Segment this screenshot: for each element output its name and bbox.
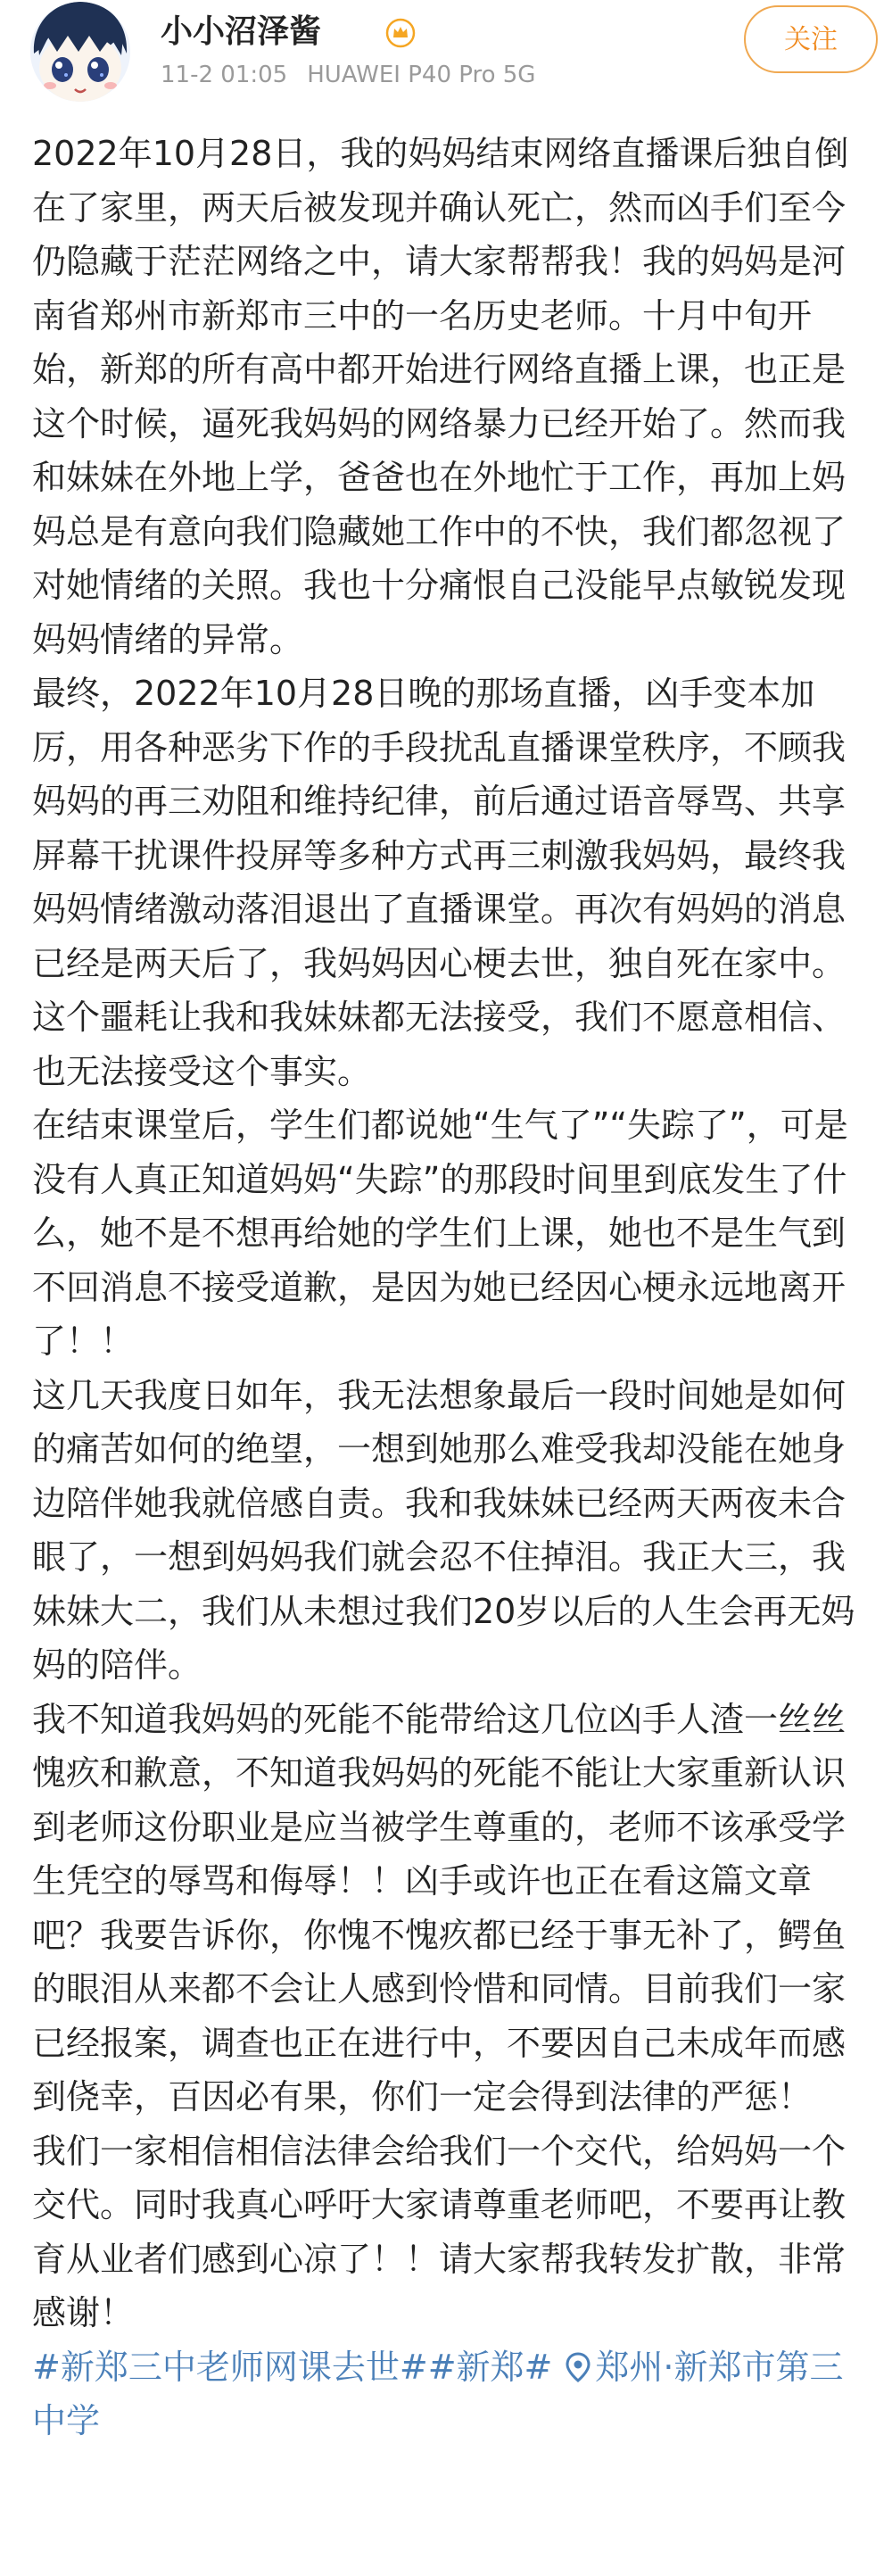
hashtag-link[interactable]: #新郑三中老师网课去世# (32, 2347, 428, 2387)
post-content (32, 127, 865, 2448)
post-paragraph: 最终，2022年10月28日晚的那场直播，凶手变本加厉，用各种恶劣下作的手段扰乱直播课堂秩序，不顾我妈妈的再三劝阻和维持纪律，前后通过语音辱骂、共享屏幕干扰课件投屏等多种方式再三刺激我妈妈，最终我妈妈情绪激动落泪退出了直播课堂。再次有妈妈的消息已经是两天后了，我妈妈因心梗去世，独自死在家中。这个噩耗让我和我妹妹都无法接受，我们不愿意相信、也无法接受这个事实。 (32, 674, 847, 1091)
post-meta (161, 61, 535, 89)
post-device: HUAWEI P40 Pro 5G (307, 62, 536, 88)
location-text: 郑州·新郑市第三中学 (32, 2347, 844, 2440)
avatar[interactable] (30, 2, 130, 102)
author-name[interactable]: 小小沼泽酱 (161, 13, 322, 50)
avatar-cartoon-face-icon (30, 2, 130, 102)
post-paragraph: 我不知道我妈妈的死能不能带给这几位凶手人渣一丝丝愧疚和歉意，不知道我妈妈的死能不能让大家重新认识到老师这份职业是应当被学生尊重的，老师不该承受学生凭空的辱骂和侮辱！！凶手或许也正在看这篇文章吧？我要告诉你，你愧不愧疚都已经于事无补了，鳄鱼的眼泪从来都不会让人感到怜惜和同情。目前我们一家已经报案，调查也正在进行中，不要因自己未成年而感到侥幸，百因必有果，你们一定会得到法律的严惩！ (32, 1699, 847, 2116)
post-tags-line (32, 2340, 865, 2448)
post-paragraph: 我们一家相信相信法律会给我们一个交代，给妈妈一个交代。同时我真心呼吁大家请尊重老师吧，不要再让教育从业者们感到心凉了！！请大家帮我转发扩散，非常感谢！ (32, 2131, 847, 2332)
post-paragraph: 在结束课堂后，学生们都说她“生气了”“失踪了”，可是没有人真正知道妈妈“失踪”的那段时间里到底发生了什么，她不是不想再给她的学生们上课，她也不是生气到不回消息不接受道歉，是因为她已经因心梗永远地离开了！！ (32, 1106, 848, 1361)
post-paragraph: 这几天我度日如年，我无法想象最后一段时间她是如何的痛苦如何的绝望，一想到她那么难受我却没能在她身边陪伴她我就倍感自责。我和我妹妹已经两天两夜未合眼了，一想到妈妈我们就会忍不住掉泪。我正大三，我妹妹大二，我们从未想过我们20岁以后的人生会再无妈妈的陪伴。 (32, 1375, 855, 1685)
post-paragraph: 2022年10月28日，我的妈妈结束网络直播课后独自倒在了家里，两天后被发现并确认死亡，然而凶手们至今仍隐藏于茫茫网络之中，请大家帮帮我！我的妈妈是河南省郑州市新郑市三中的一名历史老师。十月中旬开始，新郑的所有高中都开始进行网络直播上课，也正是这个时候，逼死我妈妈的网络暴力已经开始了。然而我和妹妹在外地上学，爸爸也在外地忙于工作，再加上妈妈总是有意向我们隐藏她工作中的不快，我们都忽视了对她情绪的关照。我也十分痛恨自己没能早点敏锐发现妈妈情绪的异常。 (32, 134, 849, 659)
location-pin-icon (565, 2352, 591, 2382)
hashtag-link[interactable]: #新郑# (427, 2347, 553, 2387)
follow-button[interactable]: 关注 (744, 5, 878, 73)
post-time: 11-2 01:05 (161, 62, 288, 88)
vip-crown-icon[interactable] (385, 18, 416, 48)
post-header (0, 0, 892, 116)
